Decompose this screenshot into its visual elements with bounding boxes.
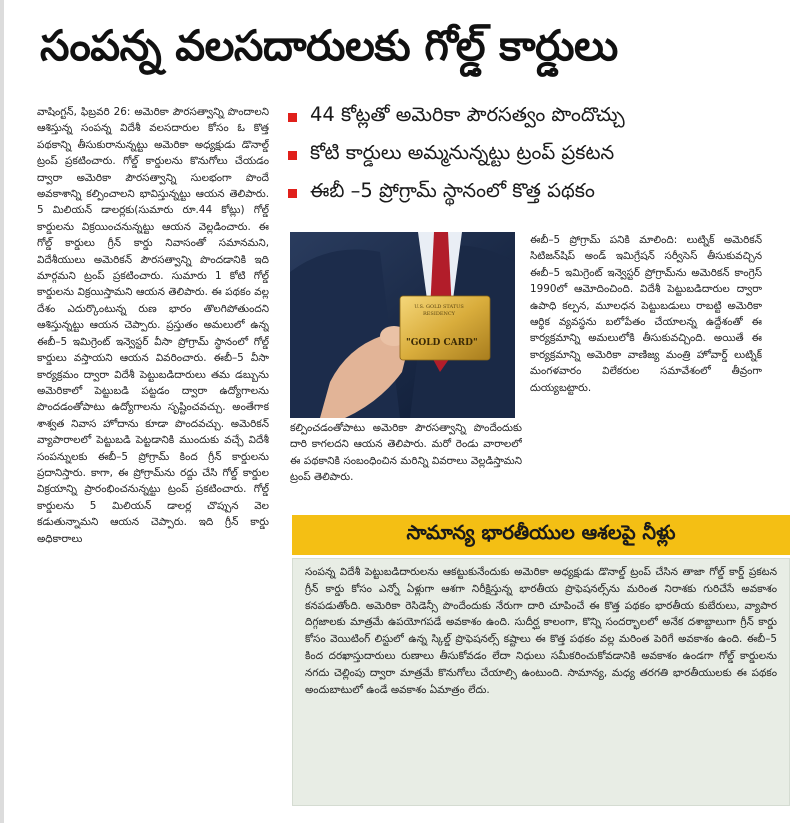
bullet-item	[288, 98, 793, 136]
bullet-square-icon	[288, 189, 297, 198]
article-column-right	[530, 232, 762, 500]
sidebar-body: సంపన్న విదేశీ పెట్టుబడిదారులను ఆకట్టుకునేందుకు అమెరికా అధ్యక్షుడు డొనాల్డ్ ట్రంప్ చేసిన తాజా గోల్డ్ కార్డ్ ప్రకటన గ్రీన్ కార్డు కోసం ఎన్నో ఏళ్లుగా ఆశగా నిరీక్షిస్తున్న భారతీయ ప్రొఫెషనల్స్‌ను మరింత నిరాశకు గురిచేసే అవకాశం కనపడుతోంది. అమెరికా రెసిడెన్సీ పొందేందుకు నేరుగా దారి చూపించే ఈ కొత్త పథకం భారతీయ కుబేరులు, వ్యాపార దిగ్గజాలకు మాత్రమే ఉపయోగపడే అవకాశం ఉంది. సుదీర్ఘ కాలంగా, కొన్ని సందర్భాలలో అనేక దశాబ్దాలుగా గ్రీన్ కార్డు కోసం వెయిటింగ్ లిస్టులో ఉన్న స్కిల్డ్ ప్రొఫెషనల్స్ కష్టాలు ఈ కొత్త పథకం వల్ల మరింత పెరిగే అవకాశం ఉంది. ఈబీ–5 కింద దరఖాస్తుదారులు రుణాలు తీసుకోవడం లేదా నిధులు సమీకరించుకోవడానికి అవకాశం ఉండగా గోల్డ్ కార్డులను నగదు చెల్లింపు ద్వారా మాత్రమే కొనుగోలు చేయాల్సి ఉంటుంది. సామాన్య, మధ్య తరగతి భారతీయులకు ఈ పథకం అందుబాటులో ఉండే అవకాశం ఏమాత్రం లేదు.	[305, 566, 777, 696]
bullet-text: ఈబీ –5 ప్రోగ్రామ్ స్థానంలో కొత్త పథకం	[310, 179, 595, 202]
gold-card-illustration	[290, 232, 515, 418]
bullet-text: కోటి కార్డులు అమ్మనున్నట్టు ట్రంప్ ప్రకటన	[310, 141, 615, 164]
article-column-left: వాషింగ్టన్, ఫిబ్రవరి 26: అమెరికా పౌరసత్వాన్ని పొందాలని ఆశిస్తున్న సంపన్న విదేశీ వలసదారుల కోసం ఓ కొత్త పథకాన్ని తీసుకురానున్నట్టు అమెరికా అధ్యక్షుడు డొనాల్డ్ ట్రంప్ ప్రకటించారు. గోల్డ్ కార్డులను కొనుగోలు చేయడం ద్వారా అమెరికా పౌరసత్వాన్ని సులభంగా పొందే అవకాశాన్ని కల్పించాలని భావిస్తున్నట్టు ఆయన తెలిపారు. 5 మిలియన్ డాలర్లకు(సుమారు రూ.44 కోట్లు) గోల్డ్ కార్డులను విక్రయించనున్నట్టు ఆయన వెల్లడించారు. ఈ గోల్డ్ కార్డులు గ్రీన్ కార్డు నివాసంతో సమానమని, విదేశీయులు అమెరికన్ పౌరసత్వాన్ని పొందడానికి ఇది మార్గమని ట్రంప్ ప్రకటించారు. సుమారు 1 కోటి గోల్డ్ కార్డులను విక్రయిస్తామని ఆయన తెలిపారు. ఈ పథకం వల్ల దేశం ఎదుర్కొంటున్న రుణ భారం తొలగిపోతుందని ఆశిస్తున్నట్టు ఆయన చెప్పారు. ప్రస్తుతం అమలులో ఉన్న ఈబీ–5 ఇమిగ్రెంట్ ఇన్వెస్టర్ వీసా ప్రోగ్రామ్ స్థానంలో గోల్డ్ కార్డులు వస్తాయని ఆయన వివరించారు. ఈబీ–5 వీసా కార్యక్రమం ద్వారా విదేశీ పెట్టుబడిదారులు తమ డబ్బును అమెరికాలో పెట్టుబడి పట్టడం ద్వారా ఉద్యోగాలను పొందడంతోపాటు ఉద్యోగాలను సృష్టించవచ్చు. అంతేగాక శాశ్వత నివాస హోదాను కూడా పొందవచ్చు. అమెరికన్ వ్యాపారాలలో పెట్టుబడి పెట్టడానికి ముందుకు వచ్చే విదేశీ సంపన్నులకు ఈబీ–5 ప్రోగ్రామ్ కింద గ్రీన్ కార్డులను ప్రదానిస్తారు. కాగా, ఈ ప్రోగ్రామ్‌ను రద్దు చేసి గోల్డ్ కార్డుల విక్రయాన్ని ప్రారంభించనున్నట్టు ట్రంప్ ప్రకటించారు. గోల్డ్ కార్డులను 5 మిలియన్ డాలర్ల చొప్పున వెల కడుతున్నామని ఆయన చెప్పారు. ఇది గ్రీన్ కార్డు అధికారాలు	[37, 106, 269, 545]
page-edge-strip	[0, 0, 4, 823]
card-label: "GOLD CARD"	[406, 338, 478, 348]
card-small-text: U.S. GOLD STATUS RESIDENCY	[414, 304, 464, 317]
right-column-text: ఈబీ–5 ప్రోగ్రామ్ పనికి మాలింది: లుట్నిక్ అమెరికన్ సిటిజన్‌షిప్ అండ్ ఇమిగ్రేషన్ సర్వీసెస్ తీసుకువచ్చిన ఈబీ–5 ఇమిగ్రెంట్ ఇన్వెస్టర్ ప్రోగ్రామ్‌ను అమెరికన్ కాంగ్రెస్ 1990లో ఆమోదించింది. విదేశీ పెట్టుబడిదారుల ద్వారా ఉపాధి కల్పన, మూలధన పెట్టుబడులు రాబట్టి అమెరికా ఆర్థిక వ్యవస్థను బలోపేతం చేయాలన్న ఉద్దేశంతో ఈ కార్యక్రమాన్ని అమలులోకి తీసుకువచ్చింది. అయితే ఈ కార్యక్రమాన్ని అమెరికా వాణిజ్య మంత్రి హోవార్డ్ లుట్నిక్ మంగళవారం విలేకరుల సమావేశంలో తీవ్రంగా దుయ్యబట్టారు.	[530, 234, 762, 394]
bullet-square-icon	[288, 151, 297, 160]
sidebar-banner: సామాన్య భారతీయుల ఆశలపై నీళ్లు	[292, 515, 790, 555]
bullet-list	[288, 98, 793, 212]
article-continuation: కల్పించడంతోపాటు అమెరికా పౌరసత్వాన్ని పొందేందుకు దారి కాగలదని ఆయన తెలిపారు. మరో రెండు వారాలలో ఈ పథకానికి సంబంధించిన మరిన్ని వివరాలు వెల్లడిస్తామని ట్రంప్ తెలిపారు.	[290, 422, 522, 484]
bullet-square-icon	[288, 113, 297, 122]
bullet-item	[288, 136, 793, 174]
bullet-text: 44 కోట్లతో అమెరికా పౌరసత్వం పొందొచ్చు	[310, 103, 625, 126]
headline: సంపన్న వలసదారులకు గోల్డ్ కార్డులు	[40, 21, 618, 70]
gold-card-photo	[290, 232, 515, 418]
sidebar-box	[292, 558, 790, 806]
bullet-item	[288, 174, 793, 212]
